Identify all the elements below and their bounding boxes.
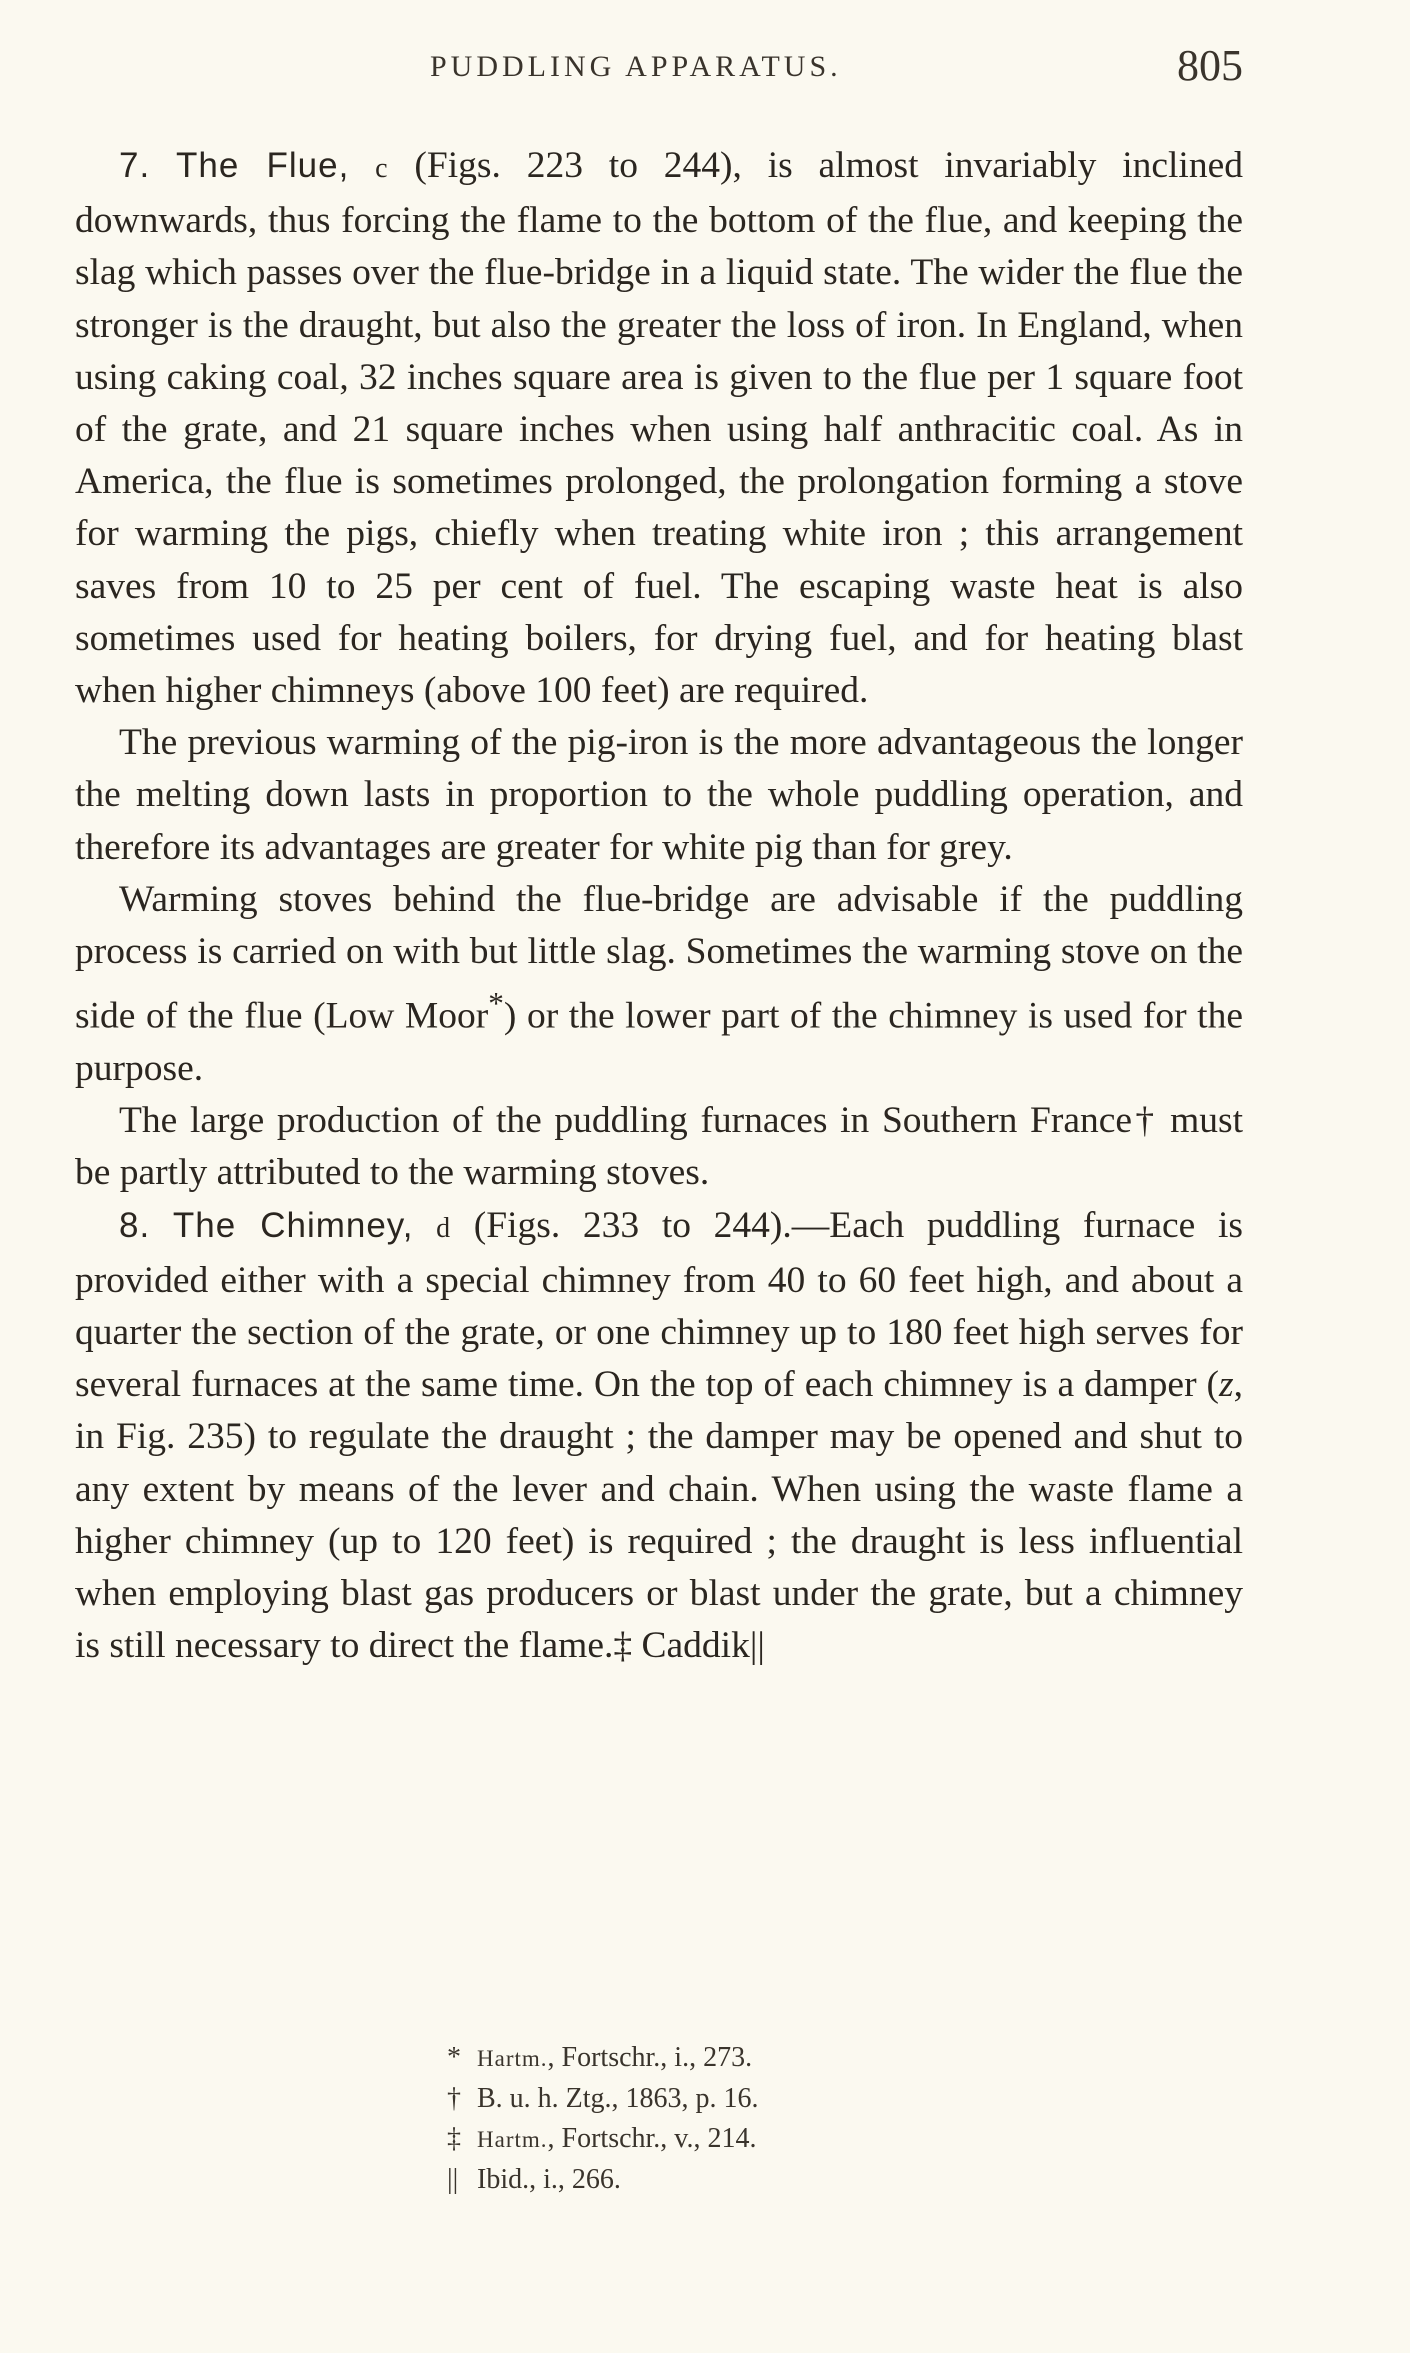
paragraph-text: ) or the lower part of the chimney is used for the purpose. [75,995,1243,1089]
footnote-ref[interactable]: † [1132,1100,1158,1142]
paragraph-warming-stoves [75,874,1243,1095]
page [75,40,1243,2320]
footnote-text: , Fortschr., v., 214. [547,2123,757,2154]
paragraph-flue [75,140,1243,717]
footnote-ref[interactable]: || [749,1625,765,1667]
figure-letter: c [375,153,389,184]
footnote [447,2079,947,2119]
paragraph-chimney [75,1200,1243,1673]
paragraph-text: must be partly attributed to the warming stoves. [75,1100,1244,1194]
running-head [75,40,1243,120]
footnote-marker: * [447,2042,461,2073]
footnote-author: Hartm. [477,2127,548,2152]
footnote-text: B. u. h. Ztg., 1863, p. 16. [477,2083,759,2114]
paragraph-text: Warming stoves behind the flue-bridge are advisable if the puddling process is carried on with but little slag. Sometimes the warming stove on the side of the flue (Low Moor [75,878,1243,1037]
body-text [75,140,1243,1672]
footnote [447,2160,947,2200]
section-number: 7. [119,146,151,185]
footnote-marker: || [447,2164,459,2195]
figure-variable: z [1219,1364,1234,1406]
footnote-marker: † [447,2083,461,2114]
footnote-author: Hartm. [477,2046,548,2071]
footnote-marker: ‡ [447,2123,461,2154]
footnote-ref[interactable]: * [488,986,504,1022]
section-heading-chimney: The Chimney, [172,1205,414,1245]
paragraph-text: (Figs. 223 to 244), is almost invariably inclined downwards, thus forcing the flame to the bottom of the flue, and keeping the slag which passes over the flue-bridge in a liquid state. The wider the flue the stronger is the draught, but also the greater the loss of iron. In England, when using caking coal, 32 inches square area is given to the flue per 1 square foot of the grate, and 21 square inches when using half anthracitic coal. As in America, the flue is sometimes prolonged, the prolongation forming a stove for warming the pigs, chiefly when treating white iron ; this arrangement saves from 10 to 25 per cent of fuel. The escaping waste heat is also sometimes used for heating boilers, for drying fuel, and for heating blast when higher chimneys (above 100 feet) are required. [75,145,1243,712]
footnote [447,2038,947,2079]
paragraph-southern-france [75,1095,1243,1199]
page-number: 805 [1177,41,1243,90]
section-heading-flue: The Flue, [176,146,350,185]
footnote-text: , Fortschr., i., 273. [547,2042,753,2073]
paragraph-text: (Figs. 233 to 244).—Each puddling furnace is provided either with a special chimney from 40 to 60 feet high, and about a quarter the section of the grate, or one chimney up to 180 feet high serves for several furnaces at the same time. On the top of each chimney is a damper ( [75,1204,1244,1406]
footnotes [447,2038,947,2200]
section-number: 8. [119,1205,151,1245]
paragraph-text: , in Fig. 235) to regulate the draught ; the damper may be opened and shut to any extent by means of the lever and chain. When using the waste flame a higher chimney (up to 120 feet) is required ; the draught is less influential when employing blast gas producers or blast under the grate, but a chimney is still necessary to direct the flame. [75,1364,1243,1667]
footnote-ref[interactable]: ‡ [613,1625,633,1667]
footnote-text: Ibid., i., 266. [477,2164,621,2195]
footnote [447,2119,947,2160]
page-header-title: PUDDLING APPARATUS. [430,50,842,83]
paragraph-warming: The previous warming of the pig-iron is the more advantageous the longer the melting down lasts in proportion to the whole puddling operation, and therefore its advantages are greater for white pig than for grey. [75,722,1243,868]
figure-letter: d [436,1212,452,1244]
paragraph-text: Caddik [632,1625,750,1667]
paragraph-text: The large production of the puddling furnaces in Southern France [119,1100,1133,1142]
